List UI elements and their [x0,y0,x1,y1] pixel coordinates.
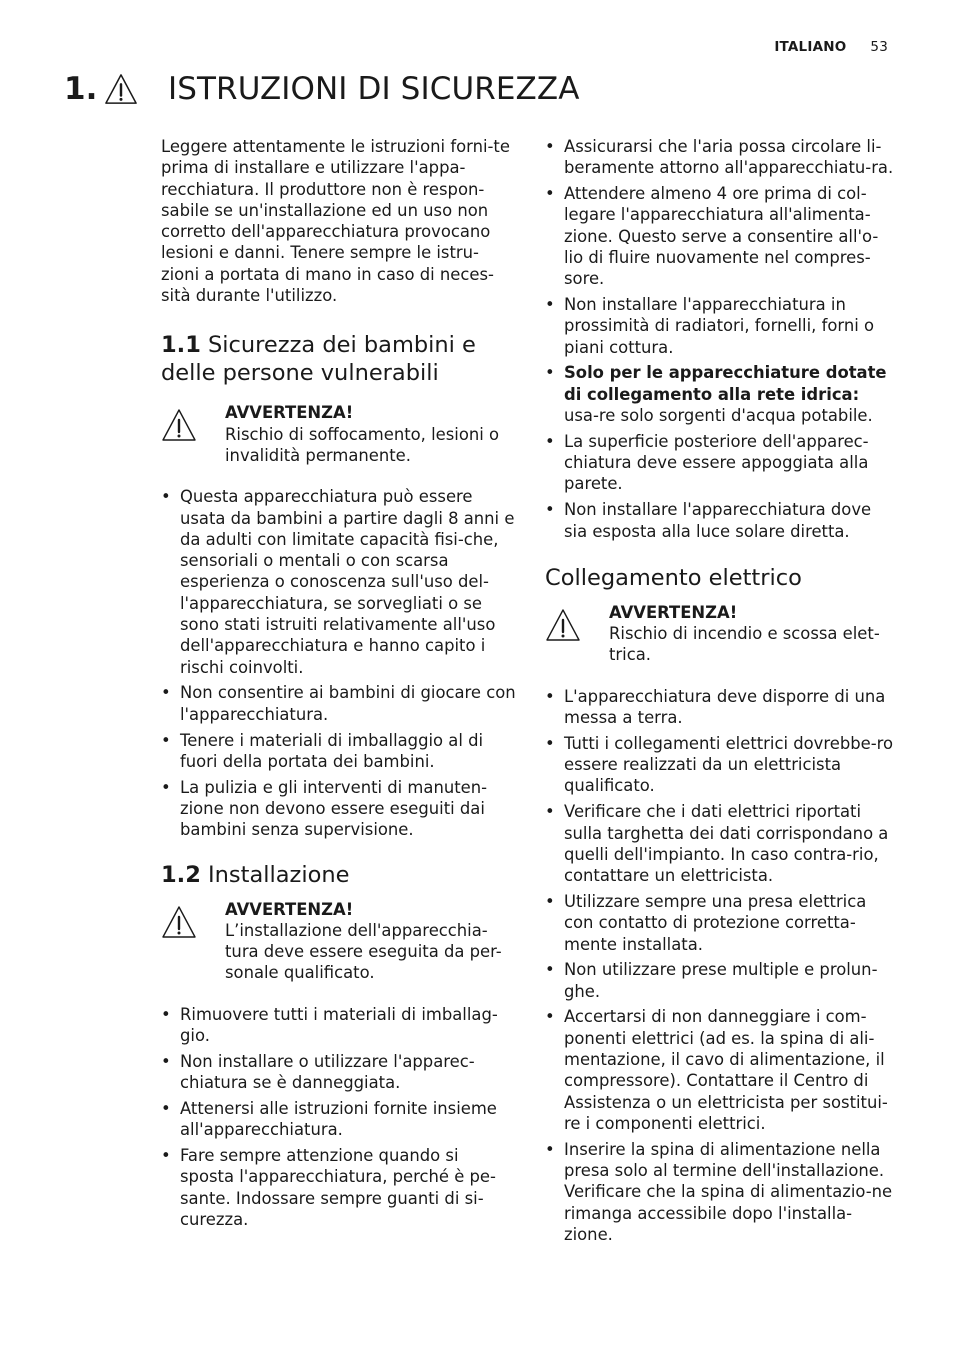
warning-box-electric [545,602,897,666]
bullet-icon: • [161,1145,171,1165]
bullet-icon: • [161,730,171,750]
warning-box-children [161,402,517,466]
list-item: • La superficie posteriore dell'apparec-chiatura deve essere appoggiata alla parete. [545,431,869,494]
bullet-icon: • [545,891,555,911]
warning-title: AVVERTENZA! [225,899,354,919]
list-item: • Questa apparecchiatura può essere usata da bambini a partire dagli 8 anni e da adulti con limitate capacità fisi-che, sensoriali o mentali o con scarsa esperienza o conoscenza sull'uso del-l'apparecchiatura, se sorvegliati o se sono stati istruiti relativamente all'uso dell'apparecchiatura e hanno capito i rischi coinvolti. [161,487,515,677]
warning-triangle-icon [104,73,138,105]
bullet-icon: • [545,960,555,980]
bullet-icon: • [545,802,555,822]
list-item: • Accertarsi di non danneggiare i com-ponenti elettrici (ad es. la spina di ali-mentazione, il cavo di alimentazione, il compressore). Contattare il Centro di Assistenza o un elettricista per sostitui-re i componenti elettrici. [545,1007,888,1133]
list-item: • Non installare l'apparecchiatura in prossimità di radiatori, fornelli, forni o piani cottura. [545,295,874,357]
children-bullet-list [161,486,517,840]
list-item: • Tenere i materiali di imballaggio al di fuori della portata dei bambini. [161,730,484,771]
bullet-icon: • [161,777,171,797]
right-column [545,136,897,1250]
list-item: • Verificare che i dati elettrici riportati sulla targhetta dei dati corrispondano a quelli dell'impianto. In caso contra-rio, contattare un elettricista. [545,802,889,886]
install-bullet-list-continued [545,136,897,542]
list-item: • Non consentire ai bambini di giocare con l'apparecchiatura. [161,683,516,724]
bullet-icon: • [545,1139,555,1159]
bullet-icon: • [161,683,171,703]
chapter-heading [64,68,580,110]
list-item: • L'apparecchiatura deve disporre di una messa a terra. [545,686,886,728]
list-item: • Assicurarsi che l'aria possa circolare li-beramente attorno all'apparecchiatu-ra. [545,137,894,178]
bullet-icon: • [161,1004,171,1024]
warning-title: AVVERTENZA! [225,403,354,423]
install-bullet-list [161,1004,517,1230]
bullet-icon: • [545,733,555,753]
section-children-number: 1.1 [161,332,201,359]
list-item: • Rimuovere tutti i materiali di imballag-gio. [161,1004,498,1045]
bullet-icon: • [161,487,171,507]
left-column [161,136,517,1235]
section-install-number: 1.2 [161,861,201,888]
warning-text: L’installazione dell'apparecchia-tura deve essere eseguita da per-sonale qualificato. [225,920,502,983]
list-item: • Attendere almeno 4 ore prima di col-legare l'apparecchiatura all'alimenta-zione. Questo serve a consentire all'o-lio di fluire nuovamente nel compres-sore. [545,184,879,289]
warning-box-install [161,899,517,984]
warning-text: Rischio di incendio e scossa elet-trica. [609,624,880,665]
bullet-icon: • [545,184,555,204]
running-header [774,39,888,55]
bullet-icon: • [161,1098,171,1118]
list-item: • Fare sempre attenzione quando si sposta l'apparecchiatura, perché è pe-sante. Indossare sempre guanti di si-curezza. [161,1145,496,1229]
bullet-icon: • [545,363,555,383]
list-item: • Inserire la spina di alimentazione nella presa solo al termine dell'installazione. Verificare che la spina di alimentazio-ne rimanga accessibile dopo l'installa-zione. [545,1139,893,1244]
bullet-icon: • [545,686,555,706]
section-electric-title: Collegamento elettrico [545,564,802,591]
list-item: • Non installare o utilizzare l'apparec-chiatura se è danneggiata. [161,1051,475,1093]
chapter-title: ISTRUZIONI DI SICUREZZA [168,71,580,107]
bullet-icon: • [545,295,555,315]
electric-bullet-list [545,686,897,1245]
bullet-icon: • [545,431,555,451]
list-item: • Non installare l'apparecchiatura dove sia esposta alla luce solare diretta. [545,500,872,541]
warning-text: Rischio di soffocamento, lesioni o invalidità permanente. [225,424,500,465]
section-children-title: Sicurezza dei bambini e delle persone vulnerabili [161,332,476,387]
warning-title: AVVERTENZA! [609,602,738,622]
section-install-title: Installazione [208,861,350,888]
section-children-heading [161,331,517,387]
section-install-heading [161,861,517,889]
bullet-icon: • [545,1007,555,1027]
warning-icon [161,905,197,939]
bullet-icon: • [545,137,555,156]
bullet-icon: • [161,1051,171,1071]
bullet-icon: • [545,500,555,520]
water-rest-text: usa-re solo sorgenti d'acqua potabile. [564,406,873,426]
water-bold-text: Solo per le apparecchiature dotate di collegamento alla rete idrica: [564,363,887,404]
intro-paragraph: Leggere attentamente le istruzioni forni-te prima di installare e utilizzare l'appa-recchiatura. Il produttore non è respon-sabile se un'installazione ed un uso non corretto dell'apparecchiatura provocano lesioni e danni. Tenere sempre le istru-zioni a portata di mano in caso di neces-sità durante l'utilizzo. [161,137,510,306]
list-item: • Tutti i collegamenti elettrici dovrebbe-ro essere realizzati da un elettricista qualificato. [545,733,894,796]
section-electric-heading [545,564,897,592]
list-item: • La pulizia e gli interventi di manuten-zione non devono essere eseguiti dai bambini senza supervisione. [161,777,488,840]
list-item [545,362,897,426]
chapter-number: 1. [64,71,98,107]
list-item: • Non utilizzare prese multiple e prolun-ghe. [545,960,878,1001]
list-item: • Utilizzare sempre una presa elettrica con contatto di protezione corretta-mente installata. [545,891,867,954]
warning-icon [161,408,197,442]
list-item: • Attenersi alle istruzioni fornite insieme all'apparecchiatura. [161,1098,497,1140]
warning-icon [545,608,581,642]
header-language: ITALIANO [774,39,847,55]
page-number: 53 [870,39,888,55]
